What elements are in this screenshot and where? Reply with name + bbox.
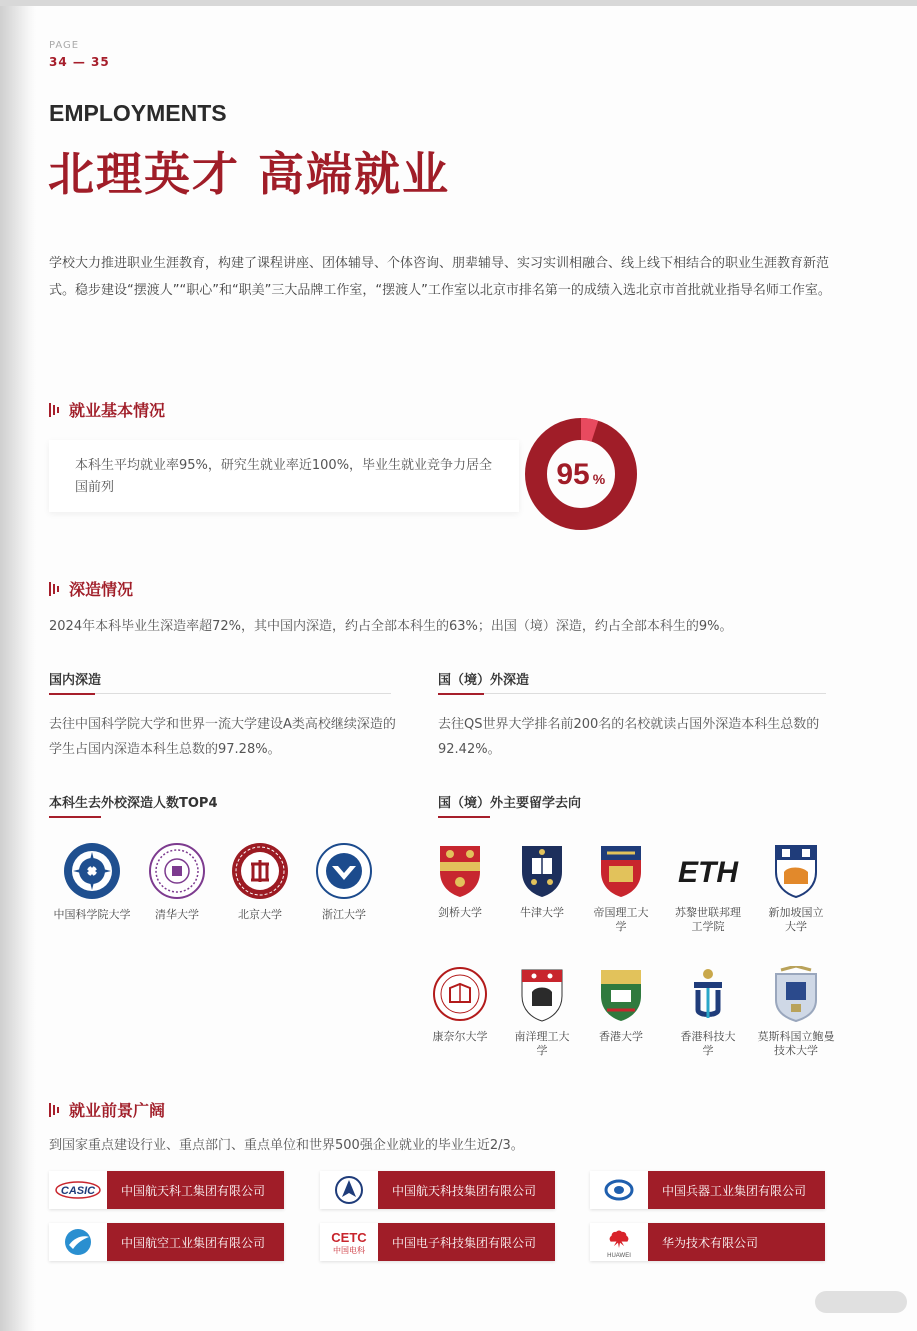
oxford-crest-icon — [518, 842, 566, 898]
school-eth — [668, 842, 748, 934]
company-card-cetc — [320, 1223, 555, 1261]
school-ucas — [52, 842, 132, 922]
company-card-avic — [49, 1223, 284, 1261]
norinco-logo-icon — [590, 1171, 648, 1209]
school-cambridge — [420, 842, 500, 920]
intro-paragraph: 学校大力推进职业生涯教育，构建了课程讲座、团体辅导、个体咨询、朋辈辅导、实习实训相融合、线上线下相结合的职业生涯教育新范式。稳步建设“摆渡人”“职心”和“职美”三大品牌工作室，“摆渡人”工作室以北京市排名第一的成绩入选北京市首批就业指导名师工作室。 — [49, 256, 831, 298]
section-title: 就业前景广阔 — [69, 1101, 166, 1120]
school-name: 新加坡国立大学 — [768, 906, 824, 933]
school-name: 北京大学 — [238, 908, 282, 921]
company-card-casc — [320, 1171, 555, 1209]
school-tsinghua — [137, 842, 217, 922]
school-hku — [580, 966, 662, 1044]
english-title: EMPLOYMENTS — [49, 100, 227, 126]
section-employment-prospects-heading — [49, 1098, 165, 1121]
scroll-indicator[interactable] — [815, 1291, 907, 1313]
school-name: 香港科技大学 — [680, 1030, 736, 1057]
school-name: 帝国理工大学 — [593, 906, 649, 933]
school-oxford — [502, 842, 582, 920]
domestic-rule — [49, 693, 391, 694]
huawei-logo-icon — [590, 1223, 648, 1261]
page-label: PAGE — [49, 40, 80, 51]
company-card-norinco — [590, 1171, 825, 1209]
company-card-huawei — [590, 1223, 825, 1261]
company-name: 中国兵器工业集团有限公司 — [648, 1171, 825, 1209]
section-bars-icon — [49, 403, 59, 417]
eth-logo-icon — [673, 842, 743, 898]
nus-crest-icon — [772, 842, 820, 898]
employment-stat-box — [49, 440, 519, 512]
school-ntu — [502, 966, 582, 1058]
cetc-logo-icon — [320, 1223, 378, 1261]
zju-logo-icon — [315, 842, 373, 900]
section-title: 深造情况 — [69, 580, 134, 599]
svg-text:中国电科: 中国电科 — [333, 1246, 365, 1255]
further-study-summary: 2024年本科毕业生深造率超72%，其中国内深造，约占全部本科生的63%；出国（境）深造，约占全部本科生的9%。 — [49, 619, 733, 634]
school-zju — [304, 842, 384, 922]
page-range: 34 — 35 — [49, 55, 110, 69]
domestic-study-heading: 国内深造 — [49, 673, 102, 688]
destinations-rule — [438, 816, 490, 818]
company-name: 中国航天科技集团有限公司 — [378, 1171, 555, 1209]
company-name: 华为技术有限公司 — [648, 1223, 825, 1261]
school-name: 清华大学 — [155, 908, 199, 921]
company-card-casic — [49, 1171, 284, 1209]
section-further-study-heading — [49, 577, 133, 600]
school-name: 剑桥大学 — [438, 906, 482, 919]
school-cornell — [420, 966, 500, 1044]
bmstu-crest-icon — [771, 966, 821, 1022]
school-pku — [220, 842, 300, 922]
page-spine-shadow — [0, 0, 36, 1331]
school-name: 香港大学 — [599, 1030, 643, 1043]
top4-heading: 本科生去外校深造人数TOP4 — [49, 796, 218, 811]
ntu-crest-icon — [518, 966, 566, 1022]
page-title: 北理英才 高端就业 — [48, 147, 451, 201]
school-name: 中国科学院大学 — [53, 908, 131, 921]
svg-text:HUAWEI: HUAWEI — [607, 1253, 631, 1258]
school-name: 康奈尔大学 — [432, 1030, 488, 1043]
company-name: 中国航天科工集团有限公司 — [107, 1171, 284, 1209]
casic-logo-icon — [49, 1171, 107, 1209]
company-name: 中国电子科技集团有限公司 — [378, 1223, 555, 1261]
imperial-crest-icon — [597, 842, 645, 898]
cornell-seal-icon — [432, 966, 488, 1022]
school-hkust — [668, 966, 748, 1058]
donut-value: 95 — [556, 458, 590, 491]
school-name: 苏黎世联邦理工学院 — [675, 906, 741, 933]
svg-text:CETC: CETC — [331, 1230, 367, 1245]
employment-prospects-summary: 到国家重点建设行业、重点部门、重点单位和世界500强企业就业的毕业生近2/3。 — [49, 1138, 524, 1153]
section-title: 就业基本情况 — [69, 401, 166, 420]
tsinghua-logo-icon — [148, 842, 206, 900]
top-edge — [0, 0, 917, 6]
school-name: 牛津大学 — [520, 906, 564, 919]
svg-text:CASIC: CASIC — [60, 1185, 96, 1197]
domestic-study-text: 去往中国科学院大学和世界一流大学建设A类高校继续深造的学生占国内深造本科生总数的97.28%。 — [49, 717, 396, 757]
abroad-study-heading: 国（境）外深造 — [438, 673, 530, 688]
avic-logo-icon — [49, 1223, 107, 1261]
employment-rate-donut — [523, 416, 639, 532]
abroad-study-text: 去往QS世界大学排名前200名的名校就读占国外深造本科生总数的92.42%。 — [438, 717, 820, 757]
section-employment-basic-heading — [49, 398, 165, 421]
school-name: 南洋理工大学 — [514, 1030, 570, 1057]
school-name: 浙江大学 — [322, 908, 366, 921]
ucas-logo-icon — [63, 842, 121, 900]
casc-logo-icon — [320, 1171, 378, 1209]
abroad-rule — [438, 693, 826, 694]
school-bmstu — [756, 966, 836, 1058]
section-bars-icon — [49, 582, 59, 596]
donut-unit: % — [592, 471, 606, 487]
school-imperial — [580, 842, 662, 934]
pku-logo-icon — [231, 842, 289, 900]
eth-wordmark: ETH — [678, 856, 738, 889]
company-name: 中国航空工业集团有限公司 — [107, 1223, 284, 1261]
school-name: 莫斯科国立鲍曼技术大学 — [757, 1030, 835, 1057]
top4-rule — [49, 816, 101, 818]
cambridge-crest-icon — [436, 842, 484, 898]
school-nus — [756, 842, 836, 934]
section-bars-icon — [49, 1103, 59, 1117]
hku-crest-icon — [597, 966, 645, 1022]
destinations-heading: 国（境）外主要留学去向 — [438, 796, 582, 811]
hkust-logo-icon — [684, 966, 732, 1022]
employment-stat-text: 本科生平均就业率95%，研究生就业率近100%，毕业生就业竞争力居全国前列 — [75, 458, 493, 495]
